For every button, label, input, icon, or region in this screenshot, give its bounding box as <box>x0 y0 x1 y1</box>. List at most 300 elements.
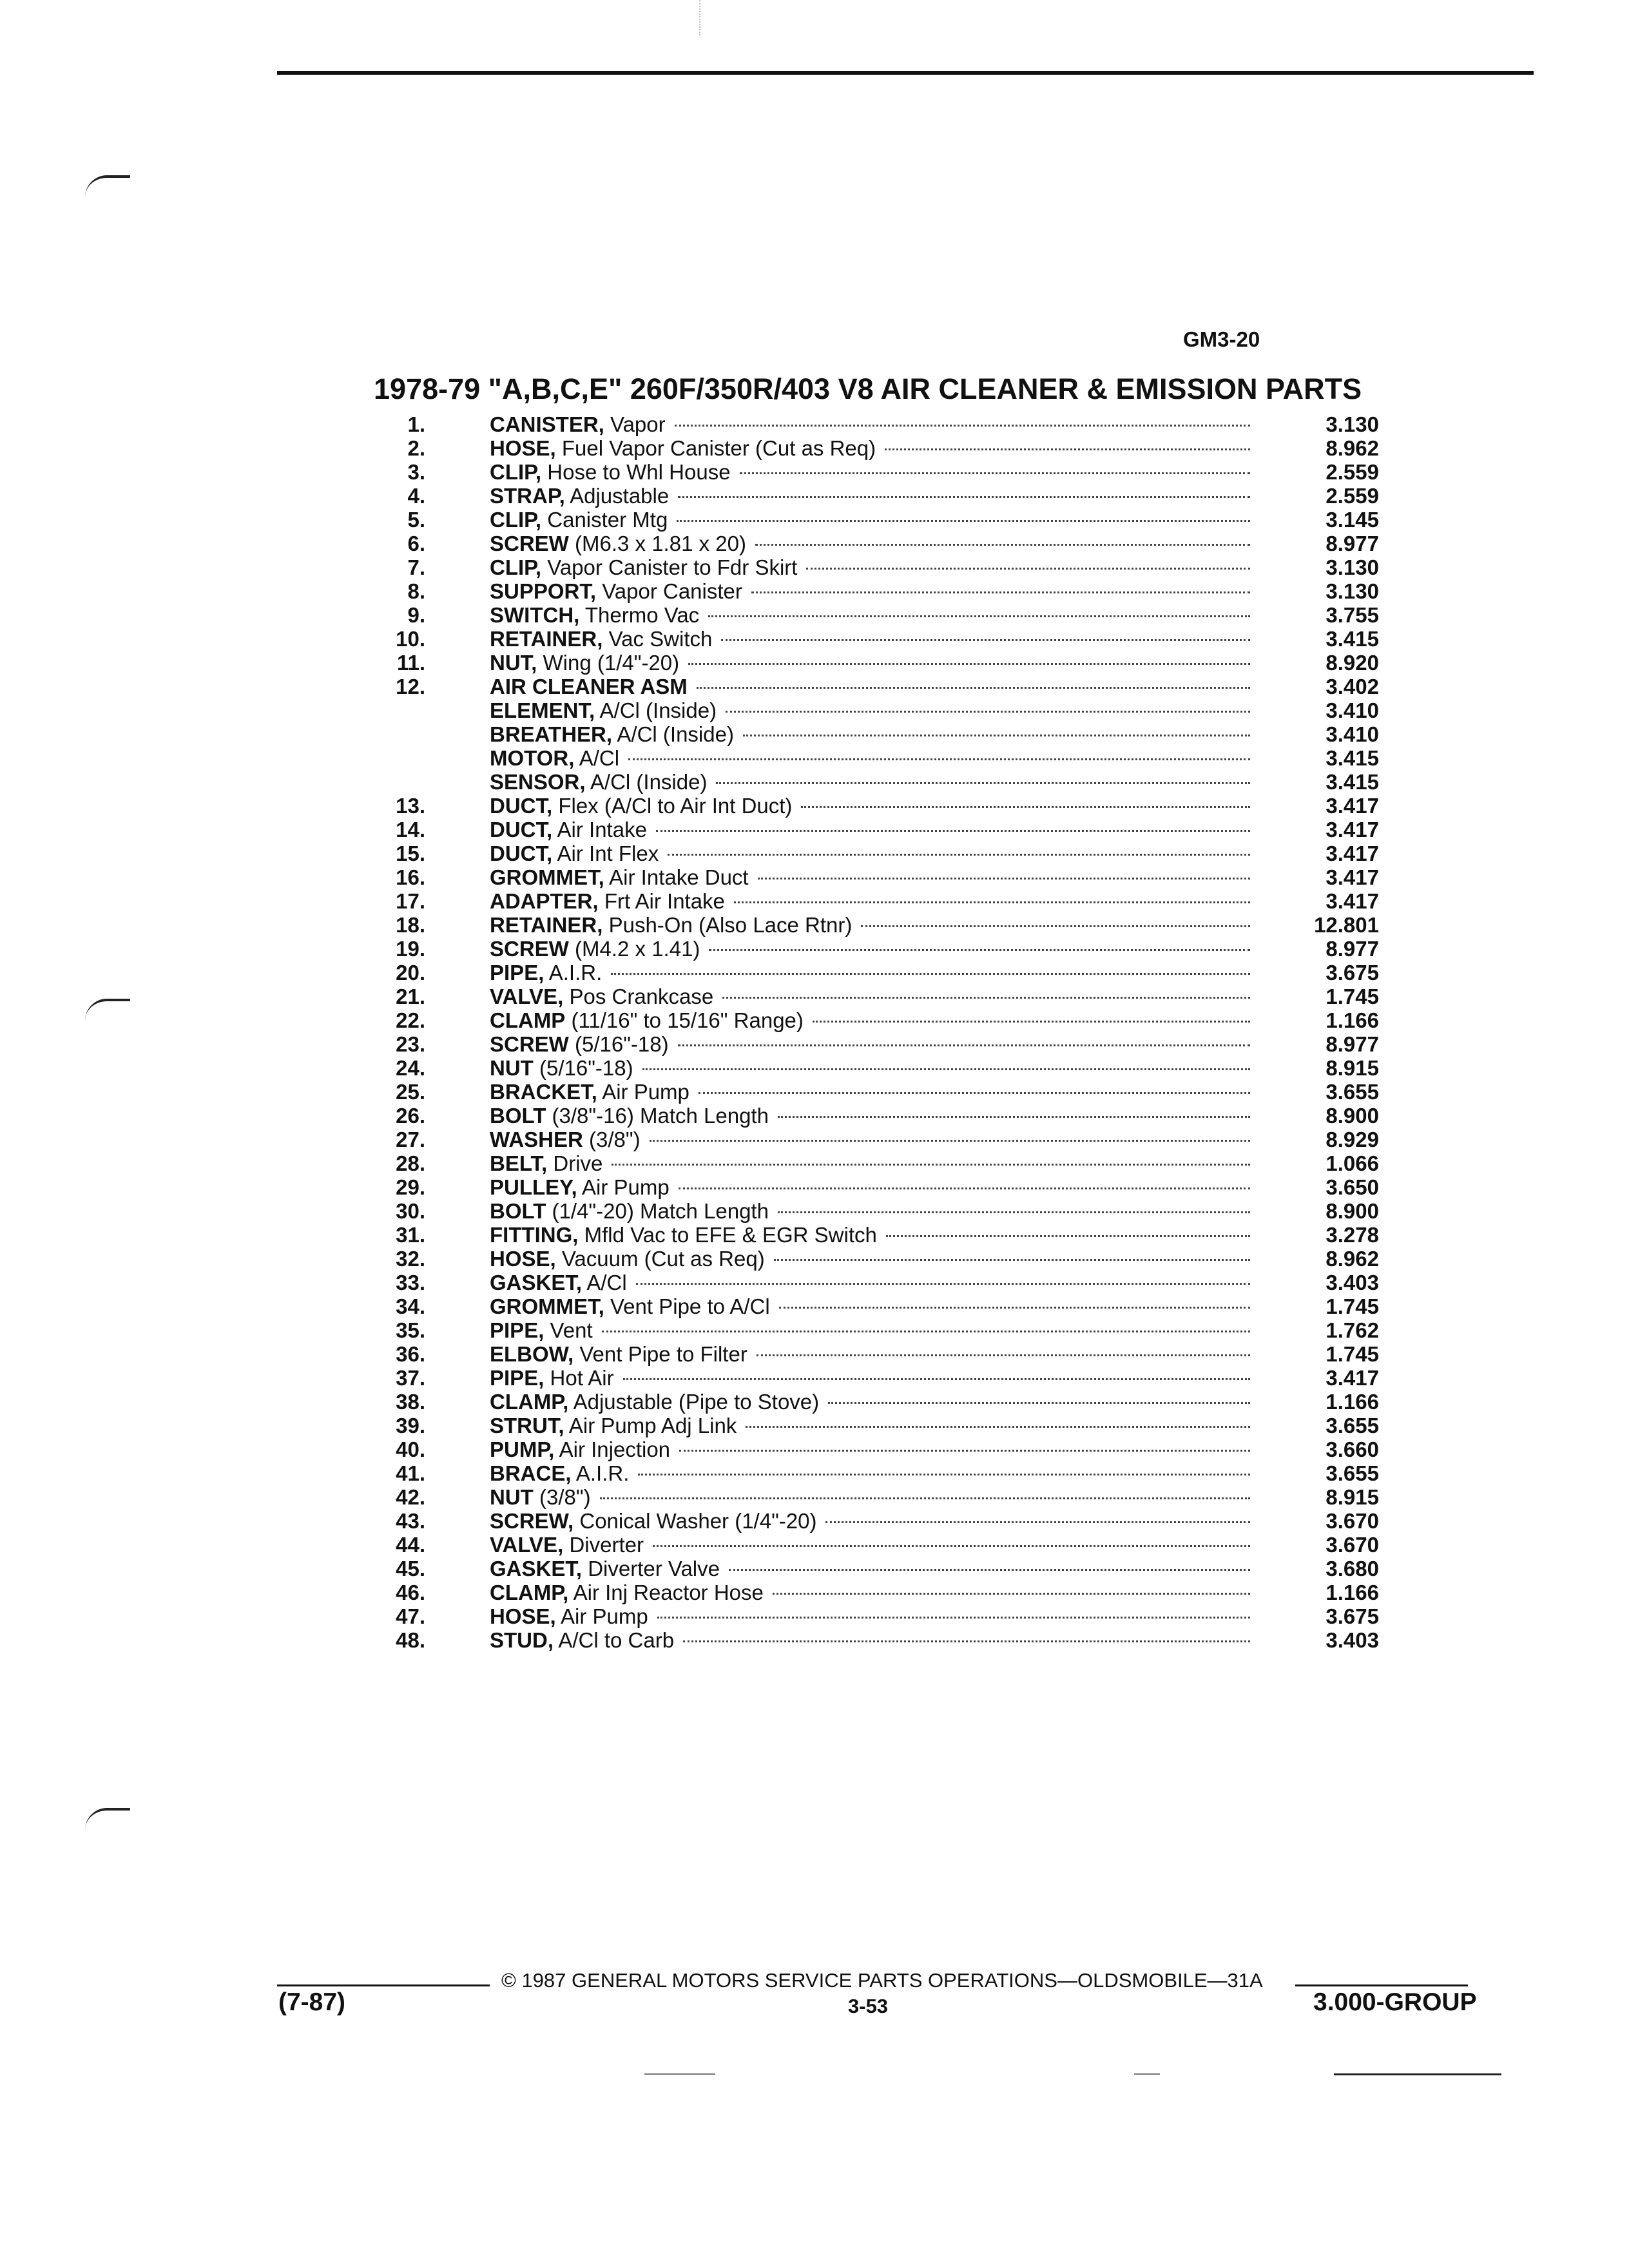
part-description: (1/4"-20) Match Length <box>546 1199 769 1223</box>
part-name-bold: PIPE, <box>490 1366 545 1390</box>
part-number: 36. <box>396 1342 425 1366</box>
group-number: 3.130 <box>1325 555 1379 579</box>
group-number: 3.655 <box>1325 1461 1379 1485</box>
part-name <box>490 1247 765 1271</box>
dot-leader <box>778 1116 1250 1118</box>
part-description: (M4.2 x 1.41) <box>568 937 700 961</box>
part-description: Air Pump Adj Link <box>564 1414 737 1437</box>
part-name-bold: MOTOR, <box>490 746 575 770</box>
part-description: Hose to Whl House <box>541 460 731 484</box>
part-name <box>490 1104 769 1128</box>
part-description: Diverter Valve <box>582 1557 720 1581</box>
group-number: 3.130 <box>1325 412 1379 436</box>
dot-leader <box>885 448 1250 450</box>
dot-leader <box>751 591 1250 593</box>
dot-leader <box>709 949 1250 951</box>
part-row <box>374 627 1379 651</box>
part-name-bold: BREATHER, <box>490 722 613 746</box>
part-name <box>490 1271 627 1294</box>
part-name <box>490 508 668 532</box>
part-name-bold: CANISTER, <box>490 412 604 436</box>
part-description: Fuel Vapor Canister (Cut as Req) <box>555 436 876 460</box>
part-row <box>374 508 1379 532</box>
group-number: 8.929 <box>1325 1128 1379 1151</box>
part-name <box>490 484 669 508</box>
binder-hole-mark <box>85 175 130 197</box>
part-description: A/Cl <box>574 746 620 770</box>
part-row <box>374 1533 1379 1557</box>
part-description: (M6.3 x 1.81 x 20) <box>568 532 746 555</box>
part-number: 10. <box>396 627 425 651</box>
scan-rule <box>1134 2073 1160 2075</box>
footer-rule-right <box>1295 1984 1468 1986</box>
part-number: 11. <box>396 651 425 675</box>
part-name-bold: STUD, <box>490 1628 554 1652</box>
part-row <box>374 1032 1379 1056</box>
group-number: 1.166 <box>1325 1390 1379 1414</box>
part-name <box>490 1032 669 1056</box>
part-name <box>490 770 707 794</box>
part-number: 47. <box>396 1604 425 1628</box>
part-row <box>374 1151 1379 1175</box>
part-name <box>490 865 749 889</box>
part-row <box>374 937 1379 961</box>
group-number: 3.655 <box>1325 1414 1379 1437</box>
part-description: A.I.R. <box>544 961 602 985</box>
part-number: 27. <box>396 1128 425 1151</box>
dot-leader <box>602 1331 1250 1332</box>
part-number: 9. <box>407 603 425 627</box>
part-name-bold: CLIP, <box>490 460 542 484</box>
part-description: Vac Switch <box>602 627 713 651</box>
part-description: (5/16"-18) <box>568 1032 669 1056</box>
part-description: Adjustable <box>564 484 670 508</box>
part-row <box>374 1128 1379 1151</box>
dot-leader <box>677 520 1250 522</box>
group-number: 8.920 <box>1325 651 1379 675</box>
part-description: Air Pump <box>577 1175 670 1199</box>
part-number: 40. <box>396 1437 425 1461</box>
part-name <box>490 985 713 1008</box>
dot-leader <box>623 1378 1250 1380</box>
group-number: 3.403 <box>1325 1628 1379 1652</box>
part-description: Air Intake <box>552 818 647 841</box>
part-number: 32. <box>396 1247 425 1271</box>
part-description: Vent Pipe to Filter <box>574 1342 747 1366</box>
part-number: 17. <box>396 889 425 913</box>
part-row <box>374 532 1379 555</box>
part-name <box>490 698 717 722</box>
part-row <box>374 722 1379 746</box>
dot-leader <box>678 496 1250 498</box>
part-name <box>490 1080 689 1104</box>
part-description: Conical Washer (1/4"-20) <box>574 1509 817 1533</box>
part-name <box>490 746 619 770</box>
part-name <box>490 794 792 818</box>
group-number: 1.745 <box>1325 1342 1379 1366</box>
part-name <box>490 1461 629 1485</box>
part-name <box>490 1604 648 1628</box>
part-description: Frt Air Intake <box>598 889 725 913</box>
dot-leader <box>729 1569 1250 1571</box>
part-number: 5. <box>407 508 425 532</box>
part-description: A/Cl to Carb <box>554 1628 675 1652</box>
part-row <box>374 1294 1379 1318</box>
part-row <box>374 1461 1379 1485</box>
part-name-bold: BRACE, <box>490 1461 572 1485</box>
part-name-bold: BOLT <box>490 1199 546 1223</box>
part-number: 38. <box>396 1390 425 1414</box>
part-name-bold: SENSOR, <box>490 770 586 794</box>
dot-leader <box>806 568 1250 570</box>
part-description: (3/8") <box>583 1128 641 1151</box>
group-number: 3.675 <box>1325 1604 1379 1628</box>
part-row <box>374 484 1379 508</box>
group-number: 8.977 <box>1325 937 1379 961</box>
group-number: 1.745 <box>1325 985 1379 1008</box>
part-name <box>490 889 725 913</box>
part-number: 26. <box>396 1104 425 1128</box>
part-name <box>490 627 712 651</box>
document-code: GM3-20 <box>1183 327 1260 351</box>
part-number: 24. <box>396 1056 425 1080</box>
part-name-bold: GROMMET, <box>490 865 604 889</box>
part-number: 23. <box>396 1032 425 1056</box>
group-number: 3.675 <box>1325 961 1379 985</box>
dot-leader <box>778 1211 1250 1213</box>
part-name-bold: ADAPTER, <box>490 889 599 913</box>
part-name-bold: CLAMP, <box>490 1581 569 1604</box>
part-name <box>490 436 876 460</box>
part-name-bold: GROMMET, <box>490 1294 604 1318</box>
part-name-bold: AIR CLEANER ASM <box>490 675 688 698</box>
part-name-bold: RETAINER, <box>490 627 603 651</box>
part-name <box>490 579 742 603</box>
dot-leader <box>611 973 1250 975</box>
part-number: 18. <box>396 913 425 937</box>
group-number: 1.745 <box>1325 1294 1379 1318</box>
part-name-bold: SUPPORT, <box>490 579 597 603</box>
part-name-bold: PIPE, <box>490 961 545 985</box>
part-number: 43. <box>396 1509 425 1533</box>
dot-leader <box>886 1235 1250 1237</box>
part-row <box>374 698 1379 722</box>
dot-leader <box>813 1021 1250 1023</box>
part-row <box>374 746 1379 770</box>
part-number: 3. <box>407 460 425 484</box>
part-row <box>374 770 1379 794</box>
dot-leader <box>755 544 1250 546</box>
part-number: 28. <box>396 1151 425 1175</box>
dot-leader <box>657 1617 1250 1619</box>
part-name-bold: HOSE, <box>490 436 556 460</box>
group-number: 3.278 <box>1325 1223 1379 1247</box>
part-name-bold: CLAMP <box>490 1008 566 1032</box>
part-description: Vapor <box>604 412 666 436</box>
part-name <box>490 1008 804 1032</box>
part-number: 13. <box>396 794 425 818</box>
part-name-bold: BELT, <box>490 1151 548 1175</box>
part-name <box>490 1414 737 1437</box>
part-number: 2. <box>407 436 425 460</box>
group-number: 3.670 <box>1325 1509 1379 1533</box>
part-description: (11/16" to 15/16" Range) <box>565 1008 804 1032</box>
part-number: 30. <box>396 1199 425 1223</box>
dot-leader <box>758 878 1250 879</box>
part-description: Hot Air <box>544 1366 614 1390</box>
part-row <box>374 1437 1379 1461</box>
part-row <box>374 1366 1379 1390</box>
group-number: 1.166 <box>1325 1581 1379 1604</box>
part-row <box>374 1008 1379 1032</box>
part-number: 6. <box>407 532 425 555</box>
part-description: Diverter <box>563 1533 644 1557</box>
part-number: 35. <box>396 1318 425 1342</box>
dot-leader <box>722 997 1250 999</box>
part-name-bold: GASKET, <box>490 1271 583 1294</box>
dot-leader <box>679 1187 1250 1189</box>
dot-leader <box>861 925 1250 927</box>
binder-hole-mark <box>85 999 130 1021</box>
revision-date: (7-87) <box>278 1988 346 2016</box>
dot-leader <box>628 758 1250 760</box>
part-number: 33. <box>396 1271 425 1294</box>
part-description: Push-On (Also Lace Rtnr) <box>602 913 853 937</box>
part-number: 29. <box>396 1175 425 1199</box>
part-name <box>490 1199 769 1223</box>
group-number: 3.650 <box>1325 1175 1379 1199</box>
dot-leader <box>612 1164 1250 1166</box>
dot-leader <box>675 425 1250 427</box>
part-name <box>490 1056 633 1080</box>
part-row <box>374 1509 1379 1533</box>
part-name-bold: SCREW <box>490 532 569 555</box>
part-name <box>490 1581 764 1604</box>
dot-leader <box>653 1545 1250 1547</box>
page-title: 1978-79 "A,B,C,E" 260F/350R/403 V8 AIR CLEANER & EMISSION PARTS <box>374 372 1362 405</box>
part-name <box>490 651 679 675</box>
part-number: 7. <box>407 555 425 579</box>
part-row <box>374 1485 1379 1509</box>
part-description: Thermo Vac <box>579 603 700 627</box>
part-number: 16. <box>396 865 425 889</box>
part-number: 48. <box>396 1628 425 1652</box>
part-name <box>490 1175 670 1199</box>
part-row <box>374 1271 1379 1294</box>
part-number: 21. <box>396 985 425 1008</box>
dot-leader <box>757 1354 1250 1356</box>
part-description: A/Cl (Inside) <box>585 770 708 794</box>
dot-leader <box>716 782 1250 784</box>
part-name-bold: NUT <box>490 1485 534 1509</box>
part-name-bold: STRUT, <box>490 1414 564 1437</box>
group-number: 3.415 <box>1325 770 1379 794</box>
part-description: Flex (A/Cl to Air Int Duct) <box>552 794 793 818</box>
group-number: 3.755 <box>1325 603 1379 627</box>
group-number: 2.559 <box>1325 460 1379 484</box>
dot-leader <box>650 1140 1250 1142</box>
part-row <box>374 1175 1379 1199</box>
part-number: 39. <box>396 1414 425 1437</box>
part-name-bold: SCREW, <box>490 1509 574 1533</box>
part-name-bold: ELBOW, <box>490 1342 574 1366</box>
part-number: 31. <box>396 1223 425 1247</box>
part-name <box>490 1509 816 1533</box>
group-number: 3.417 <box>1325 865 1379 889</box>
part-description: Mfld Vac to EFE & EGR Switch <box>578 1223 877 1247</box>
dot-leader <box>825 1521 1250 1523</box>
part-row <box>374 1104 1379 1128</box>
part-name <box>490 1437 670 1461</box>
part-number: 45. <box>396 1557 425 1581</box>
group-label: 3.000-GROUP <box>1313 1988 1477 2016</box>
part-name-bold: DUCT, <box>490 794 553 818</box>
parts-list <box>374 412 1379 1652</box>
group-number: 12.801 <box>1314 913 1379 937</box>
group-number: 3.417 <box>1325 1366 1379 1390</box>
part-name <box>490 841 659 865</box>
part-row <box>374 889 1379 913</box>
part-description: Vent Pipe to A/Cl <box>604 1294 770 1318</box>
part-row <box>374 555 1379 579</box>
part-row <box>374 412 1379 436</box>
part-name <box>490 1485 591 1509</box>
group-number: 3.417 <box>1325 818 1379 841</box>
dot-leader <box>668 854 1250 856</box>
group-number: 3.403 <box>1325 1271 1379 1294</box>
part-row <box>374 651 1379 675</box>
part-description: Canister Mtg <box>541 508 668 532</box>
part-name-bold: WASHER <box>490 1128 583 1151</box>
top-rule <box>277 71 1534 75</box>
part-description: Vapor Canister to Fdr Skirt <box>541 555 798 579</box>
part-number: 46. <box>396 1581 425 1604</box>
dot-leader <box>779 1307 1250 1309</box>
part-description: Air Pump <box>555 1604 648 1628</box>
part-row <box>374 961 1379 985</box>
part-row <box>374 913 1379 937</box>
part-name <box>490 1628 674 1652</box>
group-number: 3.417 <box>1325 794 1379 818</box>
part-description: Air Pump <box>597 1080 689 1104</box>
group-number: 1.066 <box>1325 1151 1379 1175</box>
part-row <box>374 436 1379 460</box>
dot-leader <box>697 687 1250 689</box>
part-name <box>490 937 700 961</box>
part-row <box>374 841 1379 865</box>
part-name <box>490 1533 644 1557</box>
part-name <box>490 412 666 436</box>
part-row <box>374 1628 1379 1652</box>
part-row <box>374 794 1379 818</box>
part-name <box>490 913 852 937</box>
part-description: Wing (1/4"-20) <box>537 651 680 675</box>
part-name-bold: BRACKET, <box>490 1080 597 1104</box>
part-name-bold: FITTING, <box>490 1223 579 1247</box>
part-number: 19. <box>396 937 425 961</box>
part-name-bold: GASKET, <box>490 1557 583 1581</box>
part-name-bold: DUCT, <box>490 841 553 865</box>
part-row <box>374 818 1379 841</box>
dot-leader <box>683 1640 1250 1642</box>
part-name-bold: SWITCH, <box>490 603 580 627</box>
part-name-bold: PUMP, <box>490 1437 555 1461</box>
part-name-bold: PIPE, <box>490 1318 545 1342</box>
part-row <box>374 1390 1379 1414</box>
binder-hole-mark <box>85 1808 130 1830</box>
group-number: 3.417 <box>1325 889 1379 913</box>
part-number: 44. <box>396 1533 425 1557</box>
part-row <box>374 985 1379 1008</box>
part-description: A/Cl <box>582 1271 627 1294</box>
group-number: 3.670 <box>1325 1533 1379 1557</box>
part-row <box>374 603 1379 627</box>
part-description: A/Cl (Inside) <box>595 698 717 722</box>
group-number: 2.559 <box>1325 484 1379 508</box>
part-name <box>490 555 797 579</box>
part-number: 14. <box>396 818 425 841</box>
group-number: 3.415 <box>1325 627 1379 651</box>
part-number: 25. <box>396 1080 425 1104</box>
part-name-bold: ELEMENT, <box>490 698 595 722</box>
part-description: Pos Crankcase <box>563 985 714 1008</box>
part-description: Drive <box>547 1151 603 1175</box>
part-number: 22. <box>396 1008 425 1032</box>
part-row <box>374 1557 1379 1581</box>
part-number: 20. <box>396 961 425 985</box>
part-description: A.I.R. <box>571 1461 630 1485</box>
group-number: 8.915 <box>1325 1485 1379 1509</box>
copyright-line: © 1987 GENERAL MOTORS SERVICE PARTS OPERATIONS—OLDSMOBILE—31A <box>501 1969 1263 1992</box>
group-number: 3.130 <box>1325 579 1379 603</box>
part-number: 37. <box>396 1366 425 1390</box>
scan-rule <box>644 2073 715 2075</box>
part-row <box>374 1581 1379 1604</box>
dot-leader <box>726 711 1250 713</box>
part-description: Vacuum (Cut as Req) <box>555 1247 765 1271</box>
part-name <box>490 1151 602 1175</box>
group-number: 8.900 <box>1325 1104 1379 1128</box>
part-row <box>374 1199 1379 1223</box>
scan-rule <box>1334 2073 1501 2075</box>
part-row <box>374 1318 1379 1342</box>
part-row <box>374 865 1379 889</box>
part-name-bold: NUT, <box>490 651 537 675</box>
part-number: 8. <box>407 579 425 603</box>
part-row <box>374 1414 1379 1437</box>
group-number: 3.680 <box>1325 1557 1379 1581</box>
part-name-bold: NUT <box>490 1056 534 1080</box>
group-number: 3.410 <box>1325 722 1379 746</box>
part-name <box>490 1223 877 1247</box>
part-row <box>374 579 1379 603</box>
part-description: Air Injection <box>554 1437 671 1461</box>
part-description: A/Cl (Inside) <box>612 722 734 746</box>
group-number: 8.962 <box>1325 436 1379 460</box>
dot-leader <box>678 1044 1250 1046</box>
part-description: Vapor Canister <box>596 579 742 603</box>
part-name-bold: CLIP, <box>490 555 542 579</box>
dot-leader <box>828 1402 1250 1404</box>
group-number: 3.402 <box>1325 675 1379 698</box>
group-number: 3.660 <box>1325 1437 1379 1461</box>
page-number: 3-53 <box>848 1995 889 2017</box>
dot-leader <box>679 1450 1250 1452</box>
dot-leader <box>734 901 1250 903</box>
group-number: 3.417 <box>1325 841 1379 865</box>
part-row <box>374 1223 1379 1247</box>
group-number: 8.977 <box>1325 1032 1379 1056</box>
